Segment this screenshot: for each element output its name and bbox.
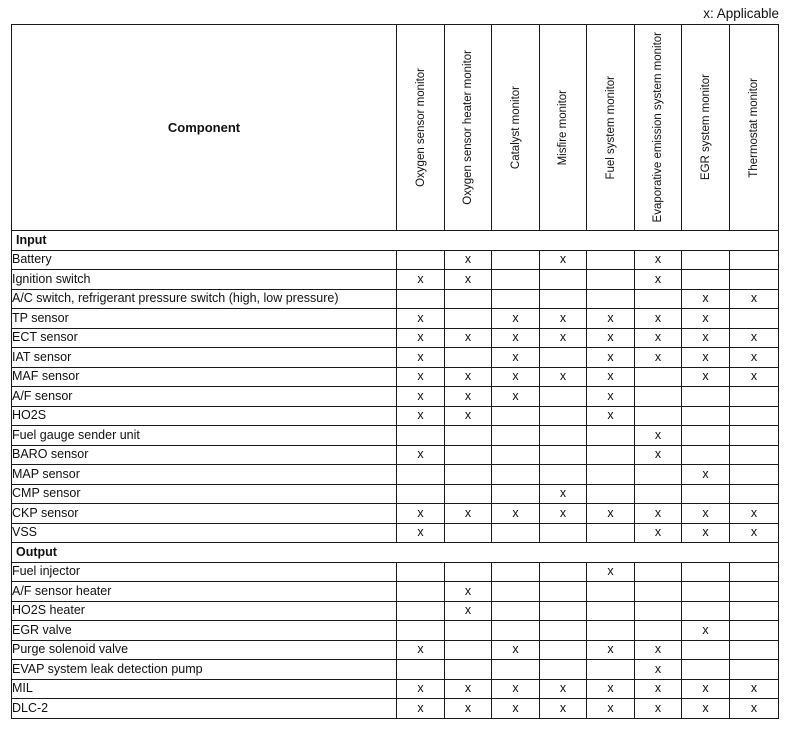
component-name: EGR valve xyxy=(12,621,397,641)
monitor-header-label: Oxygen sensor heater monitor xyxy=(462,50,474,205)
component-name: MIL xyxy=(12,679,397,699)
applicable-cell: x xyxy=(635,640,682,660)
applicable-cell: x xyxy=(587,328,635,348)
applicable-cell xyxy=(682,601,730,621)
applicable-cell: x xyxy=(587,640,635,660)
component-name: ECT sensor xyxy=(12,328,397,348)
applicable-cell xyxy=(730,660,779,680)
applicable-cell: x xyxy=(587,679,635,699)
applicable-cell xyxy=(682,582,730,602)
table-row xyxy=(12,367,779,387)
component-name: IAT sensor xyxy=(12,348,397,368)
applicable-cell xyxy=(492,270,540,290)
applicable-cell: x xyxy=(445,601,492,621)
applicable-cell: x xyxy=(730,523,779,543)
section-label: Output xyxy=(12,543,779,563)
applicable-cell: x xyxy=(635,348,682,368)
monitor-header xyxy=(635,25,682,231)
applicable-cell: x xyxy=(587,309,635,329)
applicable-cell: x xyxy=(682,699,730,719)
applicable-cell: x xyxy=(635,328,682,348)
applicable-cell xyxy=(730,270,779,290)
applicable-cell xyxy=(730,484,779,504)
applicable-cell xyxy=(682,270,730,290)
table-row xyxy=(12,426,779,446)
applicable-cell: x xyxy=(635,250,682,270)
applicable-cell xyxy=(730,426,779,446)
applicable-cell xyxy=(492,621,540,641)
applicable-cell xyxy=(540,289,587,309)
applicable-cell: x xyxy=(730,679,779,699)
component-name: CKP sensor xyxy=(12,504,397,524)
table-row xyxy=(12,640,779,660)
applicable-cell: x xyxy=(540,504,587,524)
applicable-cell xyxy=(445,309,492,329)
applicable-cell xyxy=(397,250,445,270)
applicable-cell: x xyxy=(730,504,779,524)
monitor-header-label: Oxygen sensor monitor xyxy=(414,68,427,187)
applicable-cell: x xyxy=(587,367,635,387)
applicable-cell: x xyxy=(397,406,445,426)
applicable-cell: x xyxy=(492,387,540,407)
applicable-cell: x xyxy=(397,328,445,348)
applicable-cell: x xyxy=(540,328,587,348)
applicable-cell xyxy=(540,387,587,407)
applicable-cell xyxy=(397,426,445,446)
applicable-cell xyxy=(730,406,779,426)
applicable-cell xyxy=(492,426,540,446)
component-name: Fuel injector xyxy=(12,562,397,582)
applicable-cell: x xyxy=(492,367,540,387)
applicable-cell xyxy=(682,660,730,680)
applicable-cell xyxy=(587,601,635,621)
applicable-cell: x xyxy=(682,465,730,485)
applicable-cell: x xyxy=(397,387,445,407)
applicable-cell: x xyxy=(540,309,587,329)
applicable-cell xyxy=(445,465,492,485)
applicable-cell: x xyxy=(397,640,445,660)
monitor-header-label: Catalyst monitor xyxy=(509,85,522,170)
table-row xyxy=(12,406,779,426)
table-row xyxy=(12,601,779,621)
applicable-cell xyxy=(635,562,682,582)
applicable-cell: x xyxy=(682,523,730,543)
applicable-cell xyxy=(682,406,730,426)
table-row xyxy=(12,582,779,602)
applicable-cell xyxy=(730,465,779,485)
applicable-cell xyxy=(540,445,587,465)
monitor-header-label: Misfire monitor xyxy=(557,89,569,166)
applicable-cell xyxy=(445,426,492,446)
table-row xyxy=(12,660,779,680)
applicable-cell: x xyxy=(540,367,587,387)
component-name: HO2S heater xyxy=(12,601,397,621)
applicable-cell: x xyxy=(730,348,779,368)
applicable-cell: x xyxy=(635,679,682,699)
applicable-cell: x xyxy=(445,582,492,602)
component-name: A/F sensor heater xyxy=(12,582,397,602)
component-name: CMP sensor xyxy=(12,484,397,504)
applicable-cell xyxy=(540,348,587,368)
applicable-cell: x xyxy=(445,328,492,348)
applicable-cell xyxy=(540,660,587,680)
applicable-cell: x xyxy=(492,699,540,719)
applicable-cell xyxy=(730,562,779,582)
applicable-cell: x xyxy=(445,250,492,270)
applicable-cell: x xyxy=(682,289,730,309)
applicable-cell xyxy=(587,465,635,485)
component-name: EVAP system leak detection pump xyxy=(12,660,397,680)
applicable-cell: x xyxy=(540,250,587,270)
applicable-cell xyxy=(635,367,682,387)
applicable-cell: x xyxy=(540,484,587,504)
applicable-cell: x xyxy=(587,387,635,407)
applicable-cell xyxy=(445,348,492,368)
applicable-cell xyxy=(682,426,730,446)
applicable-cell: x xyxy=(397,523,445,543)
applicable-cell xyxy=(445,640,492,660)
applicable-cell xyxy=(635,601,682,621)
applicable-cell: x xyxy=(397,270,445,290)
table-row xyxy=(12,328,779,348)
component-name: TP sensor xyxy=(12,309,397,329)
component-name: A/F sensor xyxy=(12,387,397,407)
applicable-cell: x xyxy=(397,348,445,368)
applicable-cell: x xyxy=(492,640,540,660)
applicable-cell xyxy=(445,484,492,504)
applicable-cell xyxy=(540,582,587,602)
component-name: MAP sensor xyxy=(12,465,397,485)
applicable-cell: x xyxy=(682,679,730,699)
monitor-header-label: Thermostat monitor xyxy=(748,77,760,178)
table-row xyxy=(12,348,779,368)
applicable-cell xyxy=(587,621,635,641)
applicable-cell xyxy=(730,250,779,270)
applicable-cell xyxy=(635,289,682,309)
applicable-cell: x xyxy=(730,699,779,719)
applicable-cell: x xyxy=(635,504,682,524)
applicable-cell: x xyxy=(445,387,492,407)
applicable-cell xyxy=(730,640,779,660)
applicable-cell xyxy=(540,406,587,426)
applicable-cell: x xyxy=(397,504,445,524)
applicable-cell: x xyxy=(682,348,730,368)
applicable-cell xyxy=(492,582,540,602)
applicable-cell: x xyxy=(540,679,587,699)
section-row xyxy=(12,543,779,563)
applicable-cell xyxy=(682,640,730,660)
monitor-header xyxy=(397,25,445,231)
applicable-cell: x xyxy=(635,426,682,446)
section-label: Input xyxy=(12,231,779,251)
table-row xyxy=(12,250,779,270)
applicable-cell xyxy=(587,445,635,465)
applicable-cell xyxy=(730,621,779,641)
component-name: Ignition switch xyxy=(12,270,397,290)
header-row xyxy=(12,25,779,231)
applicable-cell xyxy=(492,289,540,309)
applicable-cell: x xyxy=(587,504,635,524)
applicable-cell xyxy=(492,406,540,426)
applicable-cell: x xyxy=(445,699,492,719)
applicable-cell: x xyxy=(492,504,540,524)
applicable-cell xyxy=(397,465,445,485)
applicable-cell xyxy=(492,445,540,465)
applicable-cell: x xyxy=(445,367,492,387)
monitor-header xyxy=(492,25,540,231)
applicable-cell xyxy=(635,621,682,641)
applicable-cell: x xyxy=(682,621,730,641)
applicable-cell: x xyxy=(445,504,492,524)
applicable-cell: x xyxy=(635,445,682,465)
component-name: Purge solenoid valve xyxy=(12,640,397,660)
applicable-cell xyxy=(492,523,540,543)
applicable-cell: x xyxy=(682,504,730,524)
component-header: Component xyxy=(12,25,397,231)
applicable-cell xyxy=(635,484,682,504)
table-row xyxy=(12,309,779,329)
applicable-cell: x xyxy=(492,679,540,699)
table-row xyxy=(12,387,779,407)
applicable-cell xyxy=(445,289,492,309)
table-row xyxy=(12,504,779,524)
monitor-header xyxy=(682,25,730,231)
applicable-cell xyxy=(540,270,587,290)
applicable-cell xyxy=(682,250,730,270)
applicable-cell: x xyxy=(397,699,445,719)
component-name: HO2S xyxy=(12,406,397,426)
applicable-cell xyxy=(445,562,492,582)
applicable-cell xyxy=(445,523,492,543)
applicable-cell xyxy=(492,465,540,485)
applicable-cell xyxy=(540,640,587,660)
applicable-cell: x xyxy=(492,309,540,329)
applicable-cell xyxy=(635,465,682,485)
applicable-cell xyxy=(492,562,540,582)
applicable-cell xyxy=(397,562,445,582)
table-row xyxy=(12,621,779,641)
applicable-cell xyxy=(635,406,682,426)
applicable-cell: x xyxy=(635,523,682,543)
applicable-cell xyxy=(540,465,587,485)
applicable-cell xyxy=(635,582,682,602)
applicable-cell: x xyxy=(445,679,492,699)
monitor-header xyxy=(540,25,587,231)
applicable-cell xyxy=(492,250,540,270)
applicable-cell xyxy=(445,445,492,465)
component-name: VSS xyxy=(12,523,397,543)
applicable-cell xyxy=(730,309,779,329)
component-name: MAF sensor xyxy=(12,367,397,387)
monitor-component-table xyxy=(11,24,779,719)
table-row xyxy=(12,289,779,309)
component-name: Fuel gauge sender unit xyxy=(12,426,397,446)
applicable-cell xyxy=(635,387,682,407)
table-row xyxy=(12,679,779,699)
applicable-cell xyxy=(587,250,635,270)
monitor-header xyxy=(730,25,779,231)
applicable-cell: x xyxy=(682,328,730,348)
applicable-cell xyxy=(587,484,635,504)
applicable-cell: x xyxy=(587,699,635,719)
table-row xyxy=(12,465,779,485)
applicable-cell xyxy=(540,523,587,543)
applicable-cell: x xyxy=(730,328,779,348)
applicable-cell xyxy=(682,387,730,407)
applicable-cell: x xyxy=(587,562,635,582)
applicable-cell: x xyxy=(397,367,445,387)
applicable-cell xyxy=(730,445,779,465)
table-body xyxy=(12,231,779,719)
applicable-cell xyxy=(682,562,730,582)
applicable-cell: x xyxy=(682,367,730,387)
monitor-header xyxy=(587,25,635,231)
applicable-cell xyxy=(540,562,587,582)
monitor-header-label: EGR system monitor xyxy=(699,74,712,181)
applicable-cell: x xyxy=(635,699,682,719)
applicable-cell xyxy=(540,426,587,446)
applicable-cell: x xyxy=(682,309,730,329)
section-row xyxy=(12,231,779,251)
applicable-cell: x xyxy=(587,406,635,426)
component-name: Battery xyxy=(12,250,397,270)
applicable-cell xyxy=(397,484,445,504)
applicable-cell: x xyxy=(635,309,682,329)
applicable-cell xyxy=(587,289,635,309)
applicable-cell: x xyxy=(397,445,445,465)
legend-applicable: x: Applicable xyxy=(703,6,779,21)
applicable-cell xyxy=(445,660,492,680)
applicable-cell: x xyxy=(397,679,445,699)
table-row xyxy=(12,699,779,719)
applicable-cell xyxy=(397,660,445,680)
applicable-cell: x xyxy=(540,699,587,719)
applicable-cell: x xyxy=(730,289,779,309)
table-row xyxy=(12,523,779,543)
applicable-cell xyxy=(587,270,635,290)
monitor-header-label: Fuel system monitor xyxy=(604,75,617,180)
applicable-cell xyxy=(587,426,635,446)
applicable-cell: x xyxy=(397,309,445,329)
applicable-cell xyxy=(397,289,445,309)
applicable-cell xyxy=(397,621,445,641)
table-row xyxy=(12,445,779,465)
component-name: BARO sensor xyxy=(12,445,397,465)
applicable-cell xyxy=(445,621,492,641)
monitor-header xyxy=(445,25,492,231)
applicable-cell xyxy=(492,660,540,680)
applicable-cell xyxy=(397,601,445,621)
applicable-cell xyxy=(492,601,540,621)
applicable-cell: x xyxy=(587,348,635,368)
applicable-cell xyxy=(587,523,635,543)
table-row xyxy=(12,562,779,582)
applicable-cell: x xyxy=(730,367,779,387)
applicable-cell xyxy=(730,582,779,602)
applicable-cell: x xyxy=(445,270,492,290)
monitor-header-label: Evaporative emission system monitor xyxy=(652,32,664,223)
component-name: A/C switch, refrigerant pressure switch (high, low pressure) xyxy=(12,289,397,309)
applicable-cell xyxy=(397,582,445,602)
applicable-cell xyxy=(730,387,779,407)
table-row xyxy=(12,270,779,290)
applicable-cell xyxy=(682,484,730,504)
applicable-cell xyxy=(540,601,587,621)
applicable-cell: x xyxy=(445,406,492,426)
applicable-cell: x xyxy=(635,270,682,290)
applicable-cell xyxy=(682,445,730,465)
applicable-cell: x xyxy=(492,348,540,368)
applicable-cell xyxy=(587,582,635,602)
component-name: DLC-2 xyxy=(12,699,397,719)
applicable-cell: x xyxy=(635,660,682,680)
applicable-cell: x xyxy=(492,328,540,348)
applicable-cell xyxy=(492,484,540,504)
table-row xyxy=(12,484,779,504)
applicable-cell xyxy=(540,621,587,641)
applicable-cell xyxy=(730,601,779,621)
applicable-cell xyxy=(587,660,635,680)
